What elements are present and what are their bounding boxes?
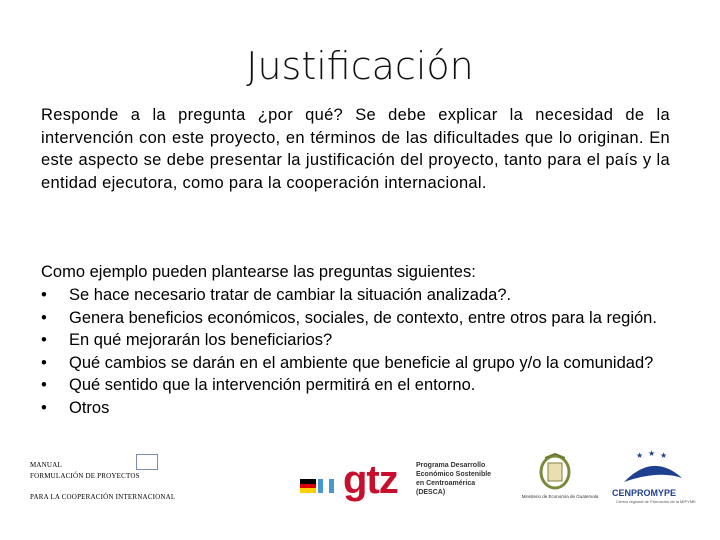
svg-text:★: ★ [660,451,668,460]
cenpromype-logo-icon [618,448,688,490]
desca-line: Programa Desarrollo [416,462,486,469]
bullet-icon: • [41,398,47,417]
list-item [41,397,681,420]
bullet-icon: • [41,376,47,394]
desca-logo-text [416,461,491,497]
cenpromype-label: CENPROMYPE [612,488,677,498]
list-item [41,329,681,352]
desca-line: Económico Sostenible [416,471,492,478]
list-item [41,307,681,330]
list-item-text: En qué mejorarán los beneficiarios? [69,331,333,349]
guatemala-flag-icon [318,479,334,493]
slide-title: Justificación [246,44,474,88]
ministerio-label: Ministerio de Economía de Guatemala [521,494,599,499]
coat-of-arms-icon [535,450,575,492]
footer-formulacion: FORMULACIÓN DE PROYECTOS [30,472,140,480]
svg-text:★: ★ [648,449,656,458]
justification-paragraph: Responde a la pregunta ¿por qué? Se debe explicar la necesidad de la intervención con este proyecto, en términos de las dificultades que lo originan. En este aspecto se debe presentar la justificación del proyecto, tanto para el país y la entidad ejecutora, como para la cooperación internacional. [41,106,670,192]
germany-flag-icon [300,479,316,493]
questions-intro: Como ejemplo pueden plantearse las preguntas siguientes: [41,263,476,281]
list-item-text: Qué cambios se darán en el ambiente que beneficie al grupo y/o la comunidad? [69,353,654,372]
list-item-text: Qué sentido que la intervención permitirá en el entorno. [69,376,476,394]
desca-line: (DESCA) [416,489,446,496]
footer-manual: MANUAL [30,461,62,469]
bullet-icon: • [41,308,47,327]
bullet-icon: • [41,286,47,304]
question-list [41,284,681,419]
desca-line: en Centroamérica [416,480,476,487]
list-item [41,352,681,375]
list-item [41,284,681,307]
cenpromype-subtitle: Centro regional de Promoción de la MIPYME [616,499,696,504]
gtz-logo: gtz [343,458,398,502]
bullet-icon: • [41,353,47,372]
list-item-text: Otros [69,398,110,417]
list-item-text: Se hace necesario tratar de cambiar la situación analizada?. [69,286,512,304]
bullet-icon: • [41,331,47,349]
svg-text:★: ★ [636,451,644,460]
list-item [41,374,681,397]
footer-cooperacion: PARA LA COOPERACIÓN INTERNACIONAL [30,493,176,501]
list-item-text: Genera beneficios económicos, sociales, de contexto, entre otros para la región. [69,308,657,327]
manual-logo [136,454,158,470]
